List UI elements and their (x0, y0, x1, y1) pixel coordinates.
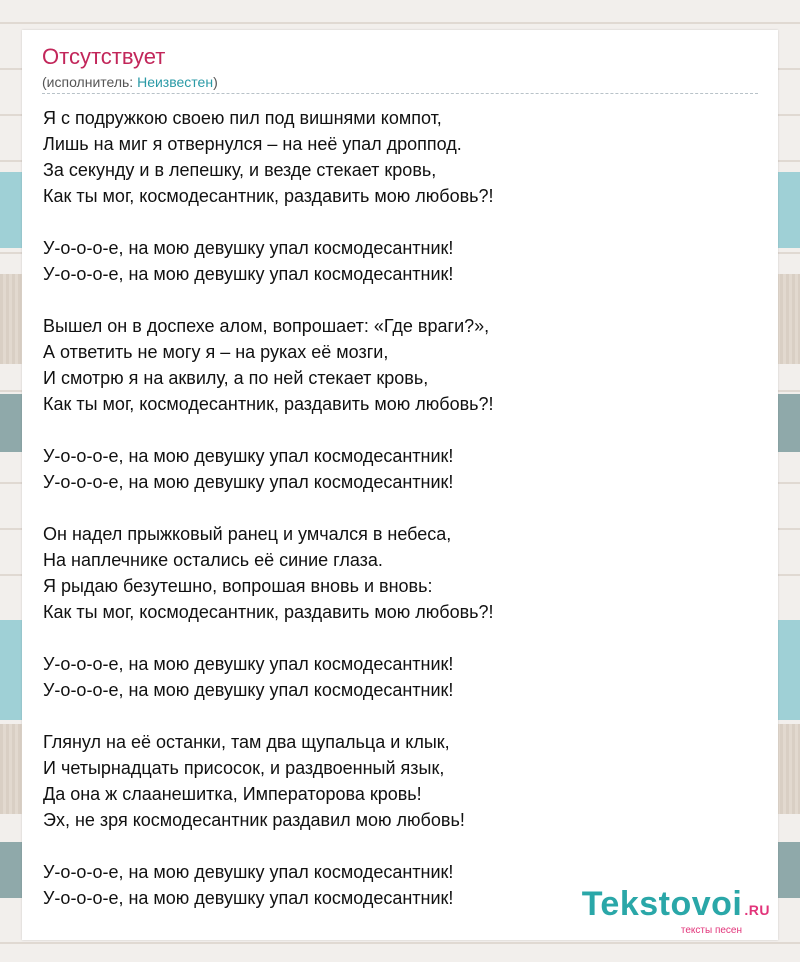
lyrics-card (22, 30, 778, 940)
lyrics-line: У-о-о-о-е, на мою девушку упал космодесантник! (43, 238, 454, 258)
lyrics-line: У-о-о-о-е, на мою девушку упал космодесантник! (43, 654, 454, 674)
lyrics-stanza (43, 521, 763, 625)
lyrics-line: Эх, не зря космодесантник раздавил мою любовь! (43, 810, 465, 830)
lyrics-line: У-о-о-о-е, на мою девушку упал космодесантник! (43, 888, 454, 908)
lyrics-line: За секунду и в лепешку, и везде стекает кровь, (43, 160, 437, 180)
performer-suffix: ) (213, 74, 218, 90)
lyrics-line: Да она ж слаанешитка, Императорова кровь! (43, 784, 422, 804)
song-title: Отсутствует (42, 44, 166, 69)
lyrics-line: Лишь на миг я отвернулся – на неё упал дроппод. (43, 134, 462, 154)
lyrics-stanza (43, 313, 763, 417)
logo-tagline: тексты песен (680, 925, 742, 936)
lyrics-line: Я рыдаю безутешно, вопрошая вновь и вновь: (43, 576, 433, 596)
lyrics-line: И четырнадцать присосок, и раздвоенный язык, (43, 758, 445, 778)
lyrics-line: Я с подружкою своею пил под вишнями компот, (43, 108, 442, 128)
lyrics-line: Как ты мог, космодесантник, раздавить мою любовь?! (43, 394, 494, 414)
lyrics-line: Он надел прыжковый ранец и умчался в небеса, (43, 524, 452, 544)
lyrics-line: Вышел он в доспехе алом, вопрошает: «Где враги?», (43, 316, 490, 336)
lyrics-stanza (43, 235, 763, 287)
lyrics-line: На наплечнике остались её синие глаза. (43, 550, 383, 570)
lyrics-line: У-о-о-о-е, на мою девушку упал космодесантник! (43, 680, 454, 700)
lyrics-line: У-о-о-о-е, на мою девушку упал космодесантник! (43, 264, 454, 284)
lyrics-line: У-о-о-о-е, на мою девушку упал космодесантник! (43, 472, 454, 492)
performer-link[interactable]: Неизвестен (137, 74, 214, 90)
lyrics-line: Глянул на её останки, там два щупальца и клык, (43, 732, 450, 752)
logo-wordmark (582, 887, 770, 927)
lyrics-line: Как ты мог, космодесантник, раздавить мою любовь?! (43, 186, 494, 206)
site-logo[interactable] (582, 887, 770, 936)
performer-prefix: (исполнитель: (42, 74, 138, 90)
logo-name: Tekstovoi (581, 885, 743, 923)
lyrics-stanza (43, 443, 763, 495)
lyrics-stanza (43, 729, 763, 833)
lyrics-line: У-о-о-о-е, на мою девушку упал космодесантник! (43, 862, 454, 882)
performer-line (42, 74, 218, 90)
lyrics-stanza (43, 105, 763, 209)
lyrics-line: Как ты мог, космодесантник, раздавить мою любовь?! (43, 602, 494, 622)
lyrics-line: И смотрю я на аквилу, а по ней стекает кровь, (43, 368, 429, 388)
lyrics-line: А ответить не могу я – на руках её мозги, (43, 342, 389, 362)
lyrics-stanza (43, 651, 763, 703)
lyrics-line: У-о-о-о-е, на мою девушку упал космодесантник! (43, 446, 454, 466)
header-divider (42, 93, 758, 94)
logo-tld: .RU (744, 902, 770, 918)
lyrics-body (43, 105, 763, 937)
